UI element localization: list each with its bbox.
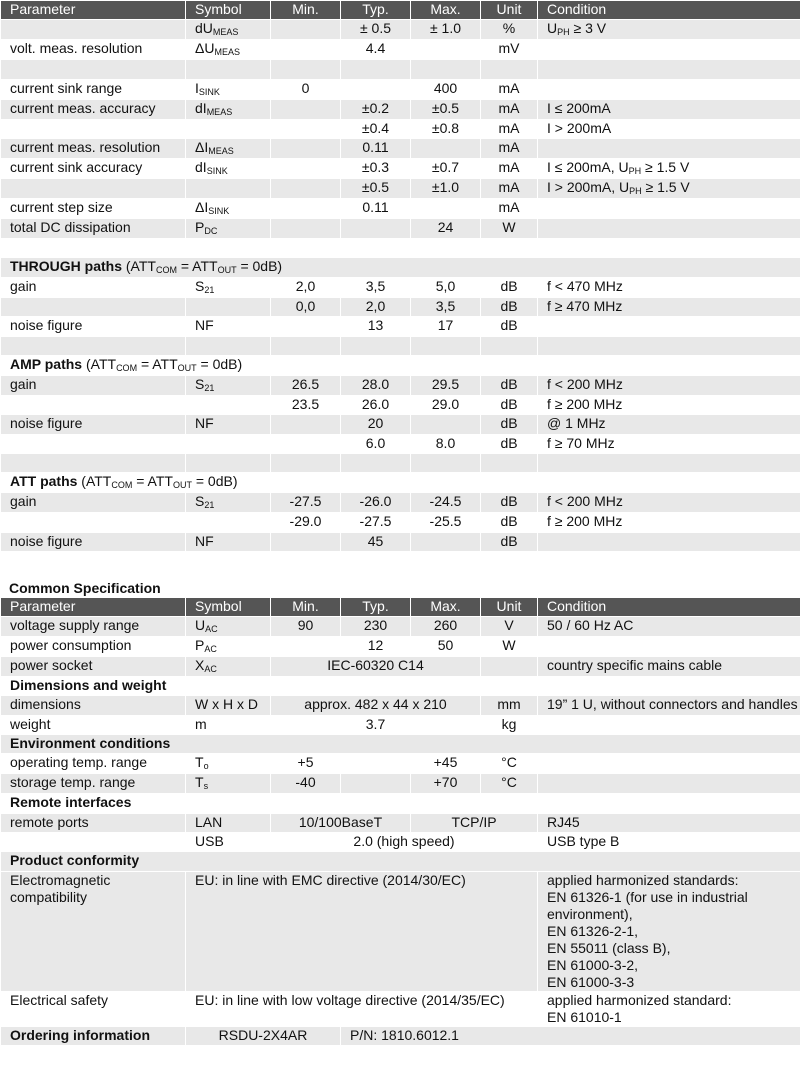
symbol-cell: $I_{SINK}$ bbox=[186, 79, 271, 99]
section-heading: THROUGH paths $(ATT_{COM} = ATT_{OUT} = 0dB)$ bbox=[1, 258, 800, 278]
order-pn-cell: P/N: 1810.6012.1 bbox=[341, 1026, 800, 1045]
min-cell: 90 bbox=[271, 617, 341, 637]
max-cell: 50 bbox=[411, 637, 481, 657]
table-row bbox=[1, 453, 800, 472]
typ-cell bbox=[341, 754, 411, 774]
table-row bbox=[1, 617, 800, 637]
max-cell: 3,5 bbox=[411, 298, 481, 317]
condition-cell: 50 / 60 Hz AC bbox=[538, 617, 800, 637]
min-cell: 0 bbox=[271, 79, 341, 99]
table-row bbox=[1, 657, 800, 677]
symbol-cell: NF bbox=[186, 415, 271, 434]
min-cell bbox=[271, 99, 341, 119]
max-cell: ±0.7 bbox=[411, 158, 481, 178]
unit-cell: dB bbox=[481, 532, 538, 551]
max-cell bbox=[411, 60, 481, 79]
max-cell: -24.5 bbox=[411, 493, 481, 513]
table-row bbox=[1, 871, 800, 991]
condition-cell bbox=[538, 60, 800, 79]
value-cell: 10/100BaseT bbox=[271, 813, 411, 832]
table-row bbox=[1, 278, 800, 298]
max-cell: 260 bbox=[411, 617, 481, 637]
condition-cell bbox=[538, 637, 800, 657]
min-cell bbox=[271, 198, 341, 218]
max-cell: 29.5 bbox=[411, 376, 481, 396]
parameter-cell bbox=[1, 396, 186, 415]
symbol-cell: USB bbox=[186, 832, 271, 851]
column-header-condition: Condition bbox=[538, 1, 800, 20]
table-row bbox=[1, 735, 800, 754]
min-cell bbox=[271, 119, 341, 138]
symbol-cell bbox=[186, 60, 271, 79]
value-cell: 2.0 (high speed) bbox=[271, 832, 538, 851]
parameter-cell: current meas. resolution bbox=[1, 138, 186, 158]
condition-cell: applied harmonized standards: EN 61326-1 (for use in industrial environment), EN 61326-2-1, EN 55011 (class B), EN 61000-3-2, EN 61000-3-3 bbox=[538, 871, 800, 991]
unit-cell: dB bbox=[481, 493, 538, 513]
condition-cell bbox=[538, 715, 800, 734]
unit-cell: mA bbox=[481, 79, 538, 99]
table-row bbox=[1, 991, 800, 1026]
typ-cell bbox=[341, 79, 411, 99]
max-cell: 5,0 bbox=[411, 278, 481, 298]
table-row bbox=[1, 637, 800, 657]
condition-cell bbox=[538, 40, 800, 60]
unit-cell: dB bbox=[481, 278, 538, 298]
parameter-cell: Electromagnetic compatibility bbox=[1, 871, 186, 991]
symbol-cell bbox=[186, 453, 271, 472]
typ-cell: ±0.4 bbox=[341, 119, 411, 138]
section-heading: Product conformity bbox=[1, 852, 800, 871]
symbol-cell bbox=[186, 513, 271, 532]
max-cell: 24 bbox=[411, 218, 481, 238]
common-specification-title: Common Specification bbox=[9, 579, 161, 596]
table-row bbox=[1, 677, 800, 696]
unit-cell: mm bbox=[481, 696, 538, 715]
symbol-cell: $S_{21}$ bbox=[186, 376, 271, 396]
table-row bbox=[1, 696, 800, 715]
table-row bbox=[1, 754, 800, 774]
condition-cell: I ≤ 200mA, $U_{PH} \ge 1.5$ V bbox=[538, 158, 800, 178]
symbol-cell: $S_{21}$ bbox=[186, 278, 271, 298]
parameter-cell bbox=[1, 336, 186, 355]
condition-cell bbox=[538, 453, 800, 472]
table-row bbox=[1, 99, 800, 119]
condition-cell bbox=[538, 774, 800, 794]
min-cell bbox=[271, 532, 341, 551]
parameter-cell: volt. meas. resolution bbox=[1, 40, 186, 60]
parameter-cell: weight bbox=[1, 715, 186, 734]
unit-cell: dB bbox=[481, 415, 538, 434]
symbol-cell: $\Delta I_{MEAS}$ bbox=[186, 138, 271, 158]
column-header-min: Min. bbox=[271, 597, 341, 616]
condition-cell: I > 200mA bbox=[538, 119, 800, 138]
unit-cell: mA bbox=[481, 158, 538, 178]
column-header-unit: Unit bbox=[481, 1, 538, 20]
symbol-cell: $T_s$ bbox=[186, 774, 271, 794]
parameter-cell: operating temp. range bbox=[1, 754, 186, 774]
parameter-cell: Electrical safety bbox=[1, 991, 186, 1026]
max-cell: ±0.5 bbox=[411, 99, 481, 119]
column-header-typ: Typ. bbox=[341, 1, 411, 20]
typ-cell: 28.0 bbox=[341, 376, 411, 396]
min-cell: -40 bbox=[271, 774, 341, 794]
typ-cell: 13 bbox=[341, 317, 411, 336]
table-row bbox=[1, 158, 800, 178]
parameter-cell: noise figure bbox=[1, 317, 186, 336]
max-cell: 17 bbox=[411, 317, 481, 336]
section-heading: AMP paths $(ATT_{COM} = ATT_{OUT} = 0dB)$ bbox=[1, 356, 800, 376]
condition-cell bbox=[538, 532, 800, 551]
min-cell: 26.5 bbox=[271, 376, 341, 396]
max-cell: ±0.8 bbox=[411, 119, 481, 138]
spec-table bbox=[0, 597, 800, 1046]
column-header-max: Max. bbox=[411, 597, 481, 616]
table-row bbox=[1, 415, 800, 434]
condition-cell bbox=[538, 79, 800, 99]
condition-cell: $U_{PH} \ge 3$ V bbox=[538, 20, 800, 40]
unit-cell: V bbox=[481, 617, 538, 637]
section-heading: Dimensions and weight bbox=[1, 677, 800, 696]
section-heading: ATT paths $(ATT_{COM} = ATT_{OUT} = 0dB)$ bbox=[1, 473, 800, 493]
table-row bbox=[1, 774, 800, 794]
unit-cell: kg bbox=[481, 715, 538, 734]
table-row bbox=[1, 493, 800, 513]
parameter-cell bbox=[1, 298, 186, 317]
max-cell: ±1.0 bbox=[411, 178, 481, 198]
table-row bbox=[1, 138, 800, 158]
max-cell: ± 1.0 bbox=[411, 20, 481, 40]
max-cell bbox=[411, 415, 481, 434]
parameter-cell: total DC dissipation bbox=[1, 218, 186, 238]
symbol-cell: $X_{AC}$ bbox=[186, 657, 271, 677]
symbol-cell bbox=[186, 396, 271, 415]
min-cell: 23.5 bbox=[271, 396, 341, 415]
parameter-cell: current step size bbox=[1, 198, 186, 218]
min-cell: 0,0 bbox=[271, 298, 341, 317]
typ-cell bbox=[341, 60, 411, 79]
unit-cell: dB bbox=[481, 298, 538, 317]
max-cell: 400 bbox=[411, 79, 481, 99]
order-model-cell: RSDU-2X4AR bbox=[186, 1026, 341, 1045]
condition-cell bbox=[538, 336, 800, 355]
condition-cell: f < 470 MHz bbox=[538, 278, 800, 298]
symbol-cell: $dU_{MEAS}$ bbox=[186, 20, 271, 40]
table-row bbox=[1, 832, 800, 851]
typ-cell: -27.5 bbox=[341, 513, 411, 532]
table-row bbox=[1, 336, 800, 355]
typ-cell bbox=[341, 336, 411, 355]
typ-cell: 45 bbox=[341, 532, 411, 551]
typ-cell: ±0.2 bbox=[341, 99, 411, 119]
parameter-cell: power consumption bbox=[1, 637, 186, 657]
typ-cell: 230 bbox=[341, 617, 411, 637]
unit-cell bbox=[481, 453, 538, 472]
condition-cell: f ≥ 200 MHz bbox=[538, 513, 800, 532]
unit-cell: dB bbox=[481, 396, 538, 415]
column-header-max: Max. bbox=[411, 1, 481, 20]
column-header-parameter: Parameter bbox=[1, 1, 186, 20]
symbol-cell bbox=[186, 238, 271, 257]
typ-cell: 3,5 bbox=[341, 278, 411, 298]
symbol-cell: $\Delta U_{MEAS}$ bbox=[186, 40, 271, 60]
unit-cell: mA bbox=[481, 178, 538, 198]
unit-cell: °C bbox=[481, 774, 538, 794]
condition-cell: f < 200 MHz bbox=[538, 493, 800, 513]
symbol-cell: $\Delta I_{SINK}$ bbox=[186, 198, 271, 218]
max-cell bbox=[411, 336, 481, 355]
unit-cell: W bbox=[481, 218, 538, 238]
min-cell bbox=[271, 158, 341, 178]
unit-cell: dB bbox=[481, 434, 538, 453]
condition-cell: USB type B bbox=[538, 832, 800, 851]
table-row bbox=[1, 356, 800, 376]
min-cell bbox=[271, 317, 341, 336]
max-cell bbox=[411, 198, 481, 218]
max-cell bbox=[411, 453, 481, 472]
max-cell: +45 bbox=[411, 754, 481, 774]
column-header-symbol: Symbol bbox=[186, 1, 271, 20]
parameter-cell bbox=[1, 238, 186, 257]
max-cell bbox=[411, 238, 481, 257]
column-header-parameter: Parameter bbox=[1, 597, 186, 616]
unit-cell: dB bbox=[481, 376, 538, 396]
typ-cell: 20 bbox=[341, 415, 411, 434]
typ-cell bbox=[341, 218, 411, 238]
unit-cell: mA bbox=[481, 138, 538, 158]
table-row bbox=[1, 258, 800, 278]
parameter-cell: remote ports bbox=[1, 813, 186, 832]
parameter-cell: power socket bbox=[1, 657, 186, 677]
unit-cell: dB bbox=[481, 513, 538, 532]
parameter-cell bbox=[1, 434, 186, 453]
table-row bbox=[1, 298, 800, 317]
unit-cell: mV bbox=[481, 40, 538, 60]
parameter-cell bbox=[1, 119, 186, 138]
symbol-cell bbox=[186, 298, 271, 317]
symbol-cell bbox=[186, 178, 271, 198]
condition-cell: 19” 1 U, without connectors and handles bbox=[538, 696, 800, 715]
typ-cell: 0.11 bbox=[341, 138, 411, 158]
condition-cell: @ 1 MHz bbox=[538, 415, 800, 434]
symbol-cell bbox=[186, 336, 271, 355]
min-cell bbox=[271, 715, 341, 734]
symbol-cell: $P_{DC}$ bbox=[186, 218, 271, 238]
table-row bbox=[1, 434, 800, 453]
table-row bbox=[1, 396, 800, 415]
table-row bbox=[1, 218, 800, 238]
parameter-cell bbox=[1, 20, 186, 40]
value-cell: EU: in line with low voltage directive (2014/35/EC) bbox=[186, 991, 538, 1026]
table-row bbox=[1, 513, 800, 532]
value-cell: EU: in line with EMC directive (2014/30/EC) bbox=[186, 871, 538, 991]
table-row bbox=[1, 317, 800, 336]
symbol-cell: $T_o$ bbox=[186, 754, 271, 774]
table-row bbox=[1, 715, 800, 734]
min-cell bbox=[271, 218, 341, 238]
symbol-cell: m bbox=[186, 715, 271, 734]
column-header-symbol: Symbol bbox=[186, 597, 271, 616]
parameter-cell: current sink accuracy bbox=[1, 158, 186, 178]
typ-cell: 12 bbox=[341, 637, 411, 657]
parameter-cell bbox=[1, 60, 186, 79]
typ-cell bbox=[341, 774, 411, 794]
typ-cell: ± 0.5 bbox=[341, 20, 411, 40]
unit-cell: dB bbox=[481, 317, 538, 336]
parameter-cell: gain bbox=[1, 493, 186, 513]
condition-cell bbox=[538, 198, 800, 218]
min-cell bbox=[271, 138, 341, 158]
min-cell: -27.5 bbox=[271, 493, 341, 513]
parameter-cell bbox=[1, 513, 186, 532]
typ-cell: ±0.5 bbox=[341, 178, 411, 198]
symbol-cell: $S_{21}$ bbox=[186, 493, 271, 513]
min-cell: +5 bbox=[271, 754, 341, 774]
symbol-cell: $U_{AC}$ bbox=[186, 617, 271, 637]
symbol-cell: $P_{AC}$ bbox=[186, 637, 271, 657]
condition-cell: f ≥ 470 MHz bbox=[538, 298, 800, 317]
symbol-cell: LAN bbox=[186, 813, 271, 832]
column-header-unit: Unit bbox=[481, 597, 538, 616]
min-cell bbox=[271, 238, 341, 257]
max-cell: -25.5 bbox=[411, 513, 481, 532]
max-cell bbox=[411, 138, 481, 158]
symbol-cell: $dI_{SINK}$ bbox=[186, 158, 271, 178]
typ-cell: 6.0 bbox=[341, 434, 411, 453]
max-cell: +70 bbox=[411, 774, 481, 794]
unit-cell: W bbox=[481, 637, 538, 657]
parameter-cell: current meas. accuracy bbox=[1, 99, 186, 119]
typ-cell: 26.0 bbox=[341, 396, 411, 415]
symbol-cell bbox=[186, 434, 271, 453]
typ-cell: ±0.3 bbox=[341, 158, 411, 178]
min-cell bbox=[271, 336, 341, 355]
min-cell bbox=[271, 453, 341, 472]
max-cell bbox=[411, 40, 481, 60]
table-row bbox=[1, 198, 800, 218]
unit-cell bbox=[481, 238, 538, 257]
table-row bbox=[1, 178, 800, 198]
column-header-min: Min. bbox=[271, 1, 341, 20]
symbol-cell: W x H x D bbox=[186, 696, 271, 715]
min-cell bbox=[271, 178, 341, 198]
condition-cell bbox=[538, 218, 800, 238]
condition-cell: I > 200mA, $U_{PH} \ge 1.5$ V bbox=[538, 178, 800, 198]
value-cell: approx. 482 x 44 x 210 bbox=[271, 696, 481, 715]
parameter-cell: gain bbox=[1, 376, 186, 396]
typ-cell bbox=[341, 453, 411, 472]
unit-cell: mA bbox=[481, 198, 538, 218]
max-cell bbox=[411, 715, 481, 734]
condition-cell: applied harmonized standard: EN 61010-1 bbox=[538, 991, 800, 1026]
parameter-cell: gain bbox=[1, 278, 186, 298]
unit-cell bbox=[481, 336, 538, 355]
table-row bbox=[1, 473, 800, 493]
table-row bbox=[1, 813, 800, 832]
column-header-typ: Typ. bbox=[341, 597, 411, 616]
condition-cell bbox=[538, 754, 800, 774]
condition-cell: f ≥ 70 MHz bbox=[538, 434, 800, 453]
max-cell bbox=[411, 532, 481, 551]
table-header-row bbox=[1, 1, 800, 20]
table-row bbox=[1, 40, 800, 60]
typ-cell: 4.4 bbox=[341, 40, 411, 60]
table-row bbox=[1, 852, 800, 871]
table-row bbox=[1, 376, 800, 396]
max-cell: 8.0 bbox=[411, 434, 481, 453]
typ-cell: 0.11 bbox=[341, 198, 411, 218]
column-header-condition: Condition bbox=[538, 597, 800, 616]
min-cell bbox=[271, 637, 341, 657]
symbol-cell: NF bbox=[186, 317, 271, 336]
parameter-cell: noise figure bbox=[1, 415, 186, 434]
table-row bbox=[1, 532, 800, 551]
condition-cell: f < 200 MHz bbox=[538, 376, 800, 396]
typ-cell bbox=[341, 238, 411, 257]
value-cell: IEC-60320 C14 bbox=[271, 657, 481, 677]
typ-cell: 3.7 bbox=[341, 715, 411, 734]
condition-cell: RJ45 bbox=[538, 813, 800, 832]
unit-cell: mA bbox=[481, 119, 538, 138]
section-heading: Environment conditions bbox=[1, 735, 800, 754]
parameter-cell: dimensions bbox=[1, 696, 186, 715]
typ-cell: -26.0 bbox=[341, 493, 411, 513]
max-cell: 29.0 bbox=[411, 396, 481, 415]
condition-cell: I ≤ 200mA bbox=[538, 99, 800, 119]
section-heading: Remote interfaces bbox=[1, 794, 800, 813]
parameter-cell: noise figure bbox=[1, 532, 186, 551]
parameter-cell: current sink range bbox=[1, 79, 186, 99]
condition-cell: f ≥ 200 MHz bbox=[538, 396, 800, 415]
value-cell: TCP/IP bbox=[411, 813, 538, 832]
min-cell: 2,0 bbox=[271, 278, 341, 298]
min-cell bbox=[271, 60, 341, 79]
min-cell bbox=[271, 40, 341, 60]
min-cell: -29.0 bbox=[271, 513, 341, 532]
parameter-cell: voltage supply range bbox=[1, 617, 186, 637]
symbol-cell bbox=[186, 119, 271, 138]
table-row bbox=[1, 119, 800, 138]
table-row bbox=[1, 794, 800, 813]
table-row bbox=[1, 1026, 800, 1045]
unit-cell bbox=[481, 60, 538, 79]
condition-cell bbox=[538, 138, 800, 158]
table-row bbox=[1, 20, 800, 40]
parameter-cell bbox=[1, 832, 186, 851]
unit-cell: mA bbox=[481, 99, 538, 119]
parameter-cell bbox=[1, 178, 186, 198]
min-cell bbox=[271, 434, 341, 453]
unit-cell: % bbox=[481, 20, 538, 40]
min-cell bbox=[271, 20, 341, 40]
parameter-cell: storage temp. range bbox=[1, 774, 186, 794]
unit-cell: °C bbox=[481, 754, 538, 774]
symbol-cell: NF bbox=[186, 532, 271, 551]
typ-cell: 2,0 bbox=[341, 298, 411, 317]
table-row bbox=[1, 60, 800, 79]
condition-cell bbox=[538, 317, 800, 336]
table-row bbox=[1, 79, 800, 99]
min-cell bbox=[271, 415, 341, 434]
condition-cell: country specific mains cable bbox=[538, 657, 800, 677]
unit-cell bbox=[481, 657, 538, 677]
symbol-cell: $dI_{MEAS}$ bbox=[186, 99, 271, 119]
table-row bbox=[1, 238, 800, 257]
condition-cell bbox=[538, 238, 800, 257]
table-header-row bbox=[1, 597, 800, 616]
parameter-cell bbox=[1, 453, 186, 472]
parameter-cell: Ordering information bbox=[1, 1026, 186, 1045]
